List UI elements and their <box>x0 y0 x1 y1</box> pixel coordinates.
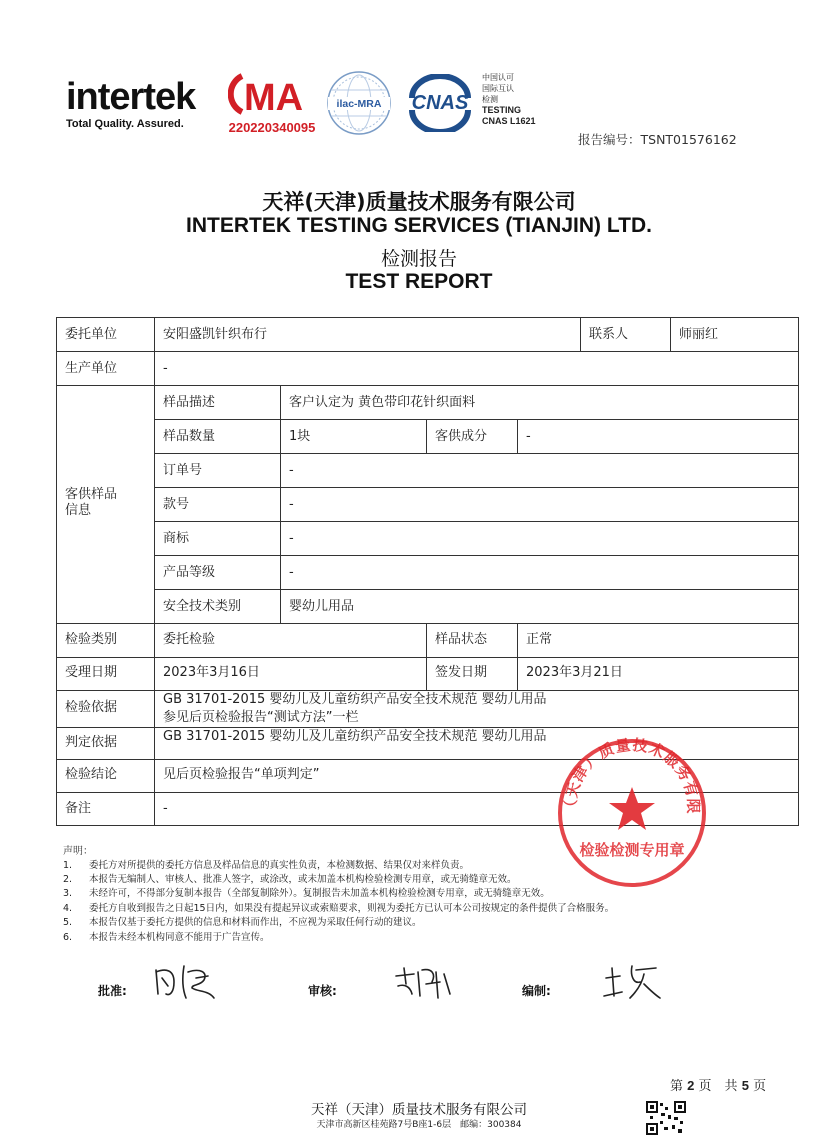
ilac-mra-logo <box>324 68 394 138</box>
official-seal <box>556 737 708 889</box>
test-type-value: 委托检验 <box>163 632 216 647</box>
test-basis-label: 检验依据 <box>65 700 118 715</box>
ilac-globe-icon <box>324 68 394 138</box>
manufacturer-value: - <box>163 361 168 376</box>
judgement-basis-value: GB 31701-2015 婴幼儿及儿童纺织产品安全技术规范 婴幼儿用品 <box>163 729 547 744</box>
contact-label: 联系人 <box>589 327 629 342</box>
company-name-en: INTERTEK TESTING SERVICES (TIANJIN) LTD. <box>186 214 652 237</box>
composition-label: 客供成分 <box>435 429 488 444</box>
cnas-cn-line-2: 国际互认 <box>482 84 514 93</box>
intertek-wordmark: intertek <box>66 76 196 118</box>
reviewer-signature <box>392 964 456 1002</box>
cma-mark-icon <box>228 72 308 116</box>
grade-value: - <box>289 565 294 580</box>
sample-state-value: 正常 <box>526 632 553 647</box>
test-basis-line-1: GB 31701-2015 婴幼儿及儿童纺织产品安全技术规范 婴幼儿用品 <box>163 692 547 707</box>
contact-value: 师丽红 <box>679 327 719 342</box>
footer-address: 天津市高新区桂苑路7号B座1-6层 邮编：300384 <box>316 1120 522 1130</box>
cnas-cn-line-3: 检测 <box>482 95 498 104</box>
issued-date-value: 2023年3月21日 <box>526 665 623 680</box>
style-no-label: 款号 <box>163 497 190 512</box>
report-title-cn: 检测报告 <box>380 248 457 270</box>
safety-category-label: 安全技术类别 <box>163 599 242 614</box>
trademark-value: - <box>289 531 294 546</box>
report-title-en: TEST REPORT <box>345 270 493 293</box>
sample-desc-value: 客户认定为 黄色带印花针织面料 <box>289 395 476 410</box>
compiled-by-label: 编制: <box>522 984 551 998</box>
ilac-text: ilac-MRA <box>336 98 382 110</box>
company-name-cn: 天祥(天津)质量技术服务有限公司 <box>262 190 576 214</box>
order-no-value: - <box>289 463 294 478</box>
client-label: 委托单位 <box>65 327 118 342</box>
conclusion-label: 检验结论 <box>65 767 118 782</box>
grade-label: 产品等级 <box>163 565 216 580</box>
sample-state-label: 样品状态 <box>435 632 488 647</box>
approver-signature <box>148 960 238 1004</box>
style-no-value: - <box>289 497 294 512</box>
client-value: 安阳盛凯针织布行 <box>163 327 268 342</box>
compiler-signature <box>600 960 666 1004</box>
remarks-value: - <box>163 801 168 816</box>
declaration-item: 1. 委托方对所提供的委托方信息及样品信息的真实性负责，本检测数据、结果仅对来样负责。 <box>63 860 470 871</box>
sample-desc-label: 样品描述 <box>163 395 216 410</box>
sample-info-label <box>65 487 117 519</box>
intertek-tagline: Total Quality. Assured. <box>66 118 184 130</box>
declaration-item: 4. 委托方自收到报告之日起15日内，如果没有提起异议或索赔要求，则视为委托方已认可本公司按规定的条件提供了合格服务。 <box>63 903 615 914</box>
footer-company: 天祥（天津）质量技术服务有限公司 <box>311 1102 527 1118</box>
test-type-label: 检验类别 <box>65 632 118 647</box>
received-date-value: 2023年3月16日 <box>163 665 260 680</box>
order-no-label: 订单号 <box>163 463 203 478</box>
declaration-item: 6. 本报告未经本机构同意不能用于广告宣传。 <box>63 932 270 943</box>
declaration-item: 3. 未经许可，不得部分复制本报告（全部复制除外）。复制报告未加盖本机构检验检测专用章，或无骑缝章无效。 <box>63 888 550 899</box>
qr-code-icon <box>646 1101 686 1135</box>
trademark-label: 商标 <box>163 531 190 546</box>
seal-inner-text: 检验检测专用章 <box>579 841 685 859</box>
approved-by-label: 批准: <box>98 984 127 998</box>
issued-date-label: 签发日期 <box>435 665 488 680</box>
report-number: 报告编号：TSNT01576162 <box>578 132 737 147</box>
remarks-label: 备注 <box>65 801 92 816</box>
cma-logo <box>222 72 318 142</box>
sample-qty-value: 1块 <box>289 429 311 444</box>
declaration-item: 2. 本报告无编制人、审核人、批准人签字，或涂改，或未加盖本机构检验检测专用章，或无骑缝章无效。 <box>63 874 517 885</box>
sample-info-label-line-1: 客供样品 <box>65 487 118 502</box>
conclusion-value: 见后页检验报告“单项判定” <box>163 767 320 782</box>
test-basis-line-2: 参见后页检验报告“测试方法”一栏 <box>163 710 359 725</box>
intertek-logo <box>66 78 216 134</box>
safety-category-value: 婴幼儿用品 <box>289 599 355 614</box>
cnas-en-line-1: TESTING <box>482 105 522 115</box>
received-date-label: 受理日期 <box>65 665 118 680</box>
page-number: 第 2 页 共 5 页 <box>670 1078 767 1094</box>
seal-icon <box>556 737 708 889</box>
cnas-mark-icon <box>402 74 478 132</box>
cma-letters: MA <box>244 77 304 116</box>
sample-qty-label: 样品数量 <box>163 429 216 444</box>
cnas-accreditation-text <box>482 72 562 127</box>
cnas-en-line-2: CNAS L1621 <box>482 116 536 126</box>
seal-ring-text: （天津）质量技术服务有限 <box>561 737 703 815</box>
declaration-item: 5. 本报告仅基于委托方提供的信息和材料而作出，不应视为采取任何行动的建议。 <box>63 917 422 928</box>
cnas-text: CNAS <box>411 92 469 114</box>
cma-number: 220220340095 <box>228 120 316 135</box>
cnas-cn-line-1: 中国认可 <box>482 73 514 82</box>
reviewed-by-label: 审核: <box>308 984 337 998</box>
manufacturer-label: 生产单位 <box>65 361 118 376</box>
composition-value: - <box>526 429 531 444</box>
judgement-basis-label: 判定依据 <box>65 735 118 750</box>
sample-info-label-line-2: 信息 <box>65 503 92 518</box>
cnas-logo <box>402 74 478 132</box>
declaration-title: 声明： <box>63 846 93 857</box>
